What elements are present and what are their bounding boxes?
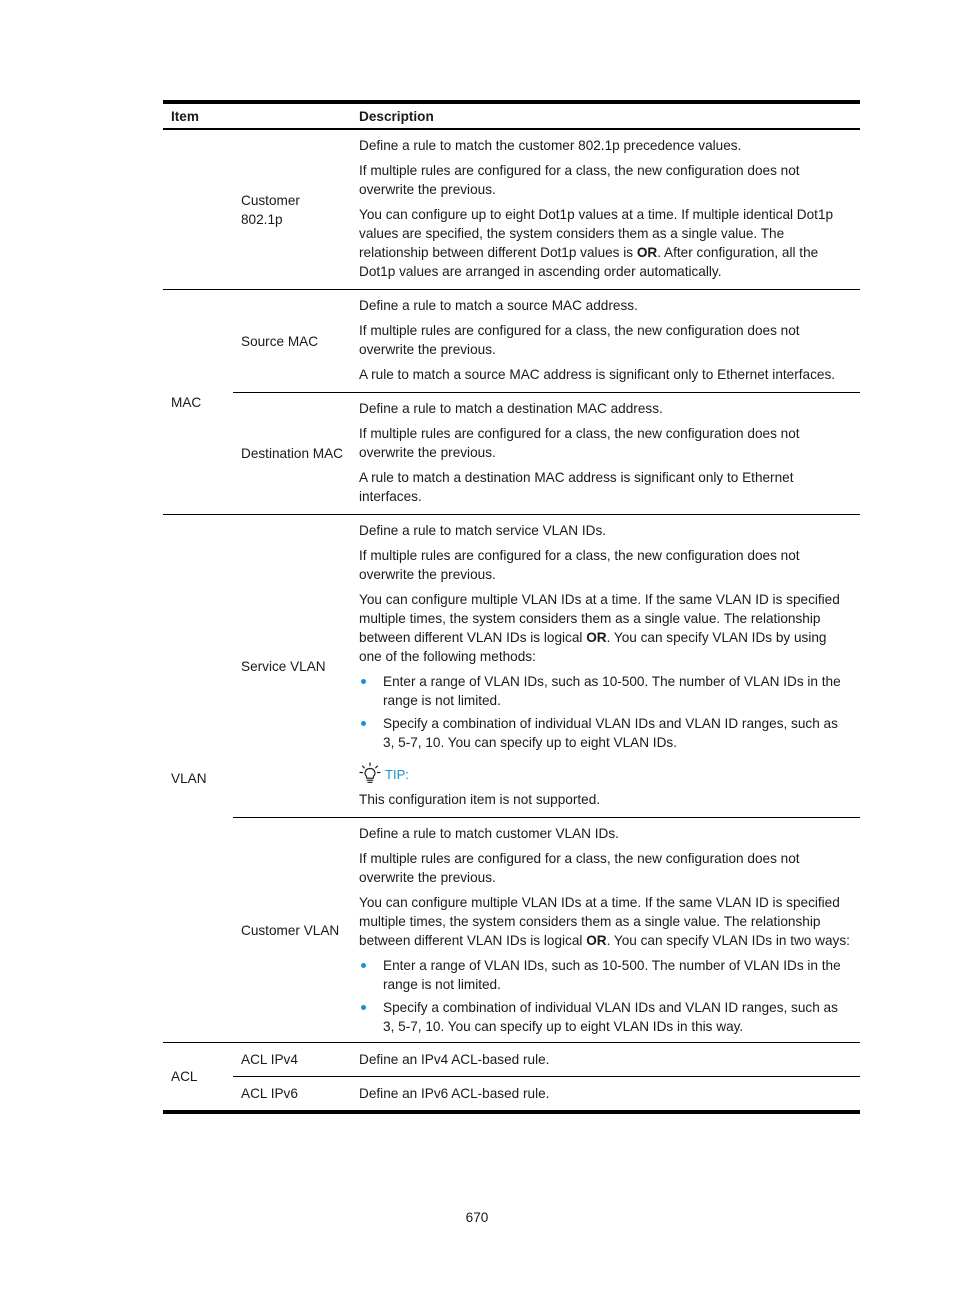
- description-cell: [357, 393, 860, 515]
- list-item: Enter a range of VLAN IDs, such as 10-500. The number of VLAN IDs in the range is not limited.: [359, 672, 852, 710]
- table-row: [163, 129, 860, 290]
- table-row: [163, 393, 860, 515]
- page-number: 670: [465, 1210, 489, 1225]
- item-customer-vlan: Customer VLAN: [233, 818, 357, 1043]
- desc-line: A rule to match a destination MAC address is significant only to Ethernet interfaces.: [359, 470, 794, 504]
- description-cell: [357, 290, 860, 393]
- table-row: [163, 1043, 860, 1077]
- group-vlan: [163, 515, 860, 1043]
- category-empty: [163, 129, 233, 290]
- category-mac: MAC: [171, 394, 202, 410]
- group-acl: [163, 1043, 860, 1113]
- desc-line: Define a rule to match service VLAN IDs.: [359, 523, 607, 538]
- item-source-mac: Source MAC: [241, 333, 319, 349]
- description-cell: [357, 129, 860, 290]
- item-acl-ipv4: ACL IPv4: [241, 1052, 298, 1067]
- description-cell: Define an IPv4 ACL-based rule.: [359, 1052, 550, 1067]
- table-row: [163, 1077, 860, 1113]
- category-acl: ACL: [171, 1069, 198, 1084]
- list-item: Specify a combination of individual VLAN IDs and VLAN ID ranges, such as 3, 5-7, 10. You can specify up to eight VLAN IDs.: [359, 714, 852, 752]
- group-customer-8021p: [163, 129, 860, 290]
- desc-line: If multiple rules are configured for a class, the new configuration does not overwrite the previous.: [359, 163, 800, 197]
- desc-line: You can configure multiple VLAN IDs at a time. If the same VLAN ID is specified multiple times, the system considers them as a single value. The relationship between different VLAN IDs is logical OR. You can specify VLAN IDs in two ways:: [359, 895, 850, 948]
- desc-line: A rule to match a source MAC address is significant only to Ethernet interfaces.: [359, 367, 836, 382]
- header-item: Item: [171, 108, 199, 124]
- list-item: Specify a combination of individual VLAN IDs and VLAN ID ranges, such as 3, 5-7, 10. You can specify up to eight VLAN IDs in this way.: [359, 998, 852, 1036]
- lightbulb-icon: [359, 762, 381, 784]
- tip-heading: [359, 762, 852, 784]
- item-service-vlan: Service VLAN: [241, 658, 326, 674]
- description-cell: [357, 515, 860, 818]
- bullet-list: [359, 956, 852, 1036]
- desc-line: Define a rule to match a destination MAC address.: [359, 401, 663, 416]
- item-acl-ipv6: ACL IPv6: [233, 1077, 357, 1113]
- list-item: Enter a range of VLAN IDs, such as 10-500. The number of VLAN IDs in the range is not limited.: [359, 956, 852, 994]
- desc-line: You can configure multiple VLAN IDs at a time. If the same VLAN ID is specified multiple times, the system considers them as a single value. The relationship between different VLAN IDs is logical OR. You can specify VLAN IDs by using one of the following methods:: [359, 592, 840, 664]
- table-row: [163, 818, 860, 1043]
- desc-line: If multiple rules are configured for a class, the new configuration does not overwrite the previous.: [359, 548, 800, 582]
- desc-line: If multiple rules are configured for a class, the new configuration does not overwrite the previous.: [359, 851, 800, 885]
- header-description: Description: [359, 108, 434, 124]
- description-cell: Define an IPv6 ACL-based rule.: [357, 1077, 860, 1113]
- table-row: [163, 290, 860, 393]
- table-header-row: [163, 102, 860, 129]
- desc-line: You can configure up to eight Dot1p values at a time. If multiple identical Dot1p values are specified, the system considers them as a single value. The relationship between different Dot1p values is OR. After configuration, all the Dot1p values are arranged in ascending order automatically.: [359, 207, 834, 279]
- item-destination-mac: Destination MAC: [233, 393, 357, 515]
- desc-line: If multiple rules are configured for a class, the new configuration does not overwrite the previous.: [359, 426, 800, 460]
- description-cell: [357, 818, 860, 1043]
- category-vlan: VLAN: [171, 771, 207, 786]
- tip-text: This configuration item is not supported.: [359, 792, 601, 807]
- bullet-list: [359, 672, 852, 752]
- desc-line: Define a rule to match customer VLAN IDs.: [359, 826, 619, 841]
- item-customer-8021p: Customer 802.1p: [241, 192, 300, 227]
- table-row: [163, 515, 860, 818]
- group-mac: [163, 290, 860, 515]
- desc-line: Define a rule to match the customer 802.1p precedence values.: [359, 138, 742, 153]
- desc-line: If multiple rules are configured for a class, the new configuration does not overwrite the previous.: [359, 323, 800, 357]
- parameter-table: [163, 100, 860, 1114]
- desc-line: Define a rule to match a source MAC address.: [359, 298, 638, 313]
- tip-label: TIP:: [385, 767, 409, 782]
